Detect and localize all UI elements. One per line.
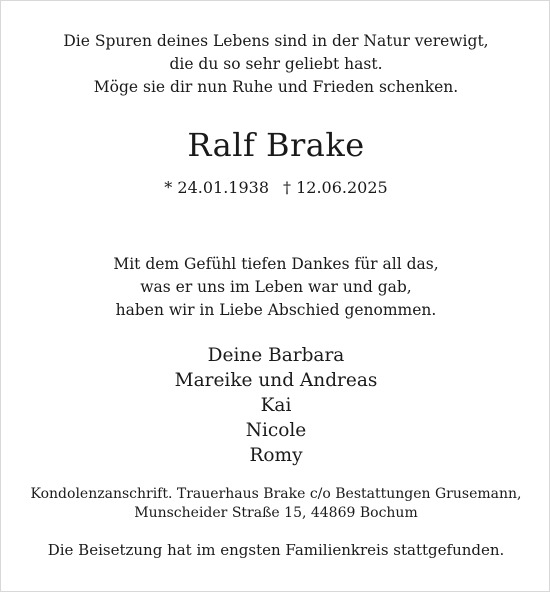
family-member-5: Romy	[249, 445, 303, 466]
family-member-3: Kai	[260, 395, 292, 416]
family-member-4: Nicole	[245, 420, 307, 441]
motto-line-3: Möge sie dir nun Ruhe und Frieden schenken.	[93, 78, 459, 96]
motto-line-2: die du so sehr geliebt hast.	[169, 55, 383, 73]
family-member-2: Mareike und Andreas	[174, 370, 378, 391]
motto-line-1: Die Spuren deines Lebens sind in der Natur verewigt,	[63, 32, 489, 50]
birth-date: * 24.01.1938	[164, 178, 269, 197]
condolence-address-line-1: Kondolenzanschrift. Trauerhaus Brake c/o Bestattungen Grusemann,	[30, 486, 522, 502]
family-member-1: Deine Barbara	[207, 345, 345, 366]
thanks-line-2: was er uns im Leben war und gab,	[140, 278, 412, 296]
life-dates	[1, 178, 550, 197]
thanks-line-1: Mit dem Gefühl tiefen Dankes für all das,	[113, 255, 439, 273]
thanks-line-3: haben wir in Liebe Abschied genommen.	[115, 301, 437, 319]
burial-note: Die Beisetzung hat im engsten Familienkreis stattgefunden.	[47, 541, 505, 559]
death-date: † 12.06.2025	[283, 178, 388, 197]
deceased-name: Ralf Brake	[187, 126, 365, 164]
condolence-address-line-2: Munscheider Straße 15, 44869 Bochum	[134, 505, 418, 521]
